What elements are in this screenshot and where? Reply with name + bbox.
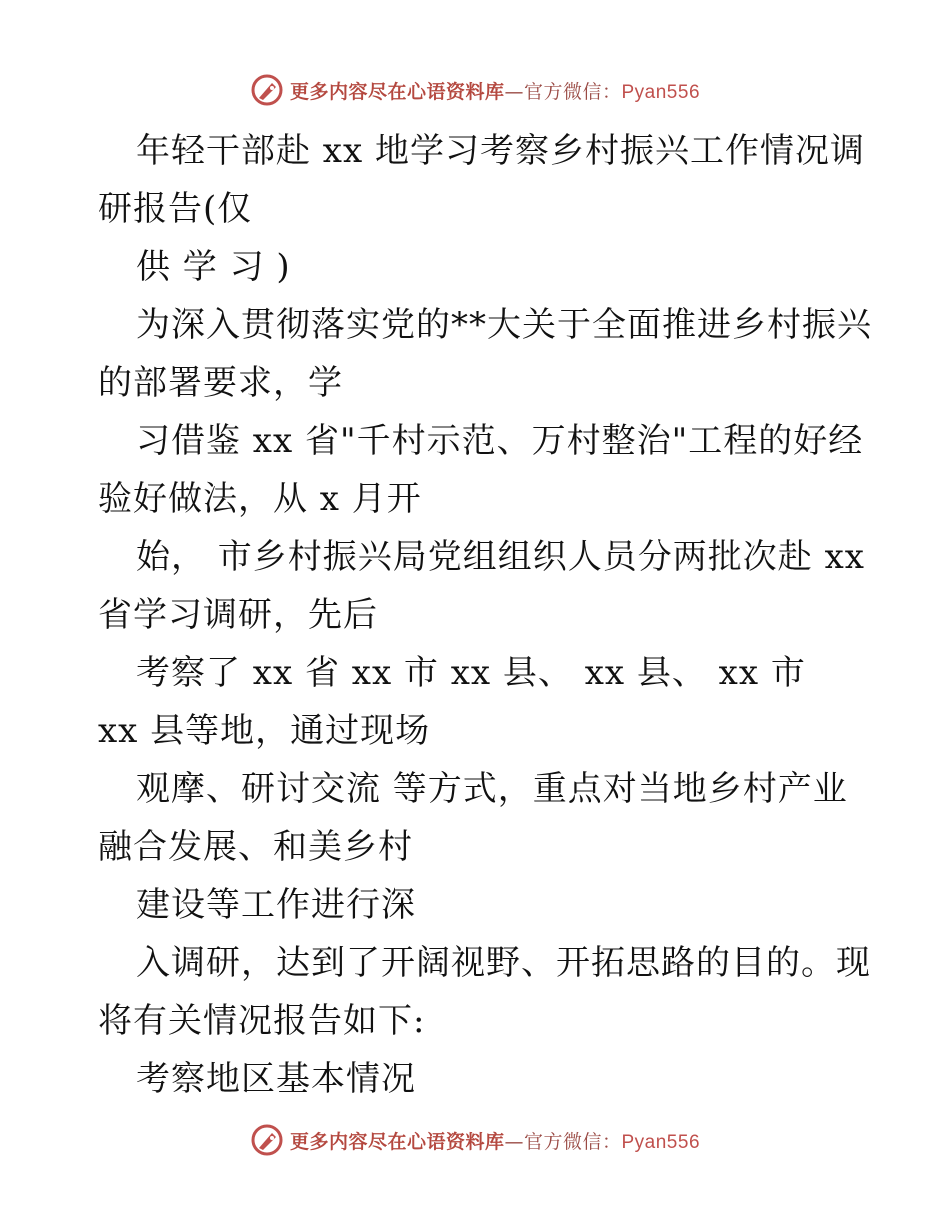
header-watermark-id: Pyan556 [621,81,701,103]
doc-line-3: 供 学 习 ) [136,247,291,287]
doc-line-14: 建设等工作进行深 [136,885,416,925]
doc-line-12: 观摩、研讨交流 等方式，重点对当地乡村产业 [136,769,848,809]
header-watermark-sub: 官方微信： [523,80,622,103]
doc-line-17: 考察地区基本情况 [136,1059,416,1099]
doc-line-2: 研报告(仅 [98,189,253,229]
header-watermark-dash: — [504,80,524,103]
header-watermark-text [290,77,700,104]
footer-watermark-main: 更多内容尽在心语资料库 [289,1130,505,1153]
document-body [98,122,872,1108]
doc-line-4: 为深入贯彻落实党的**大关于全面推进乡村振兴 [136,305,872,345]
footer-watermark [0,1120,950,1160]
pen-nib-logo-icon [250,1123,284,1157]
doc-line-8: 始， 市乡村振兴局党组组织人员分两批次赴 xx [136,537,865,577]
header-watermark [0,70,950,110]
doc-line-13: 融合发展、和美乡村 [98,827,413,867]
doc-line-9: 省学习调研，先后 [98,595,378,635]
doc-line-15: 入调研，达到了开阔视野、开拓思路的目的。现 [136,943,871,983]
doc-line-6: 习借鉴 xx 省"千村示范、万村整治"工程的好经 [136,421,864,461]
footer-watermark-sub: 官方微信： [523,1130,622,1153]
footer-watermark-id: Pyan556 [621,1131,701,1153]
doc-line-10: 考察了 xx 省 xx 市 xx 县、 xx 县、 xx 市 [136,653,806,693]
pen-nib-logo-icon [250,73,284,107]
doc-line-1: 年轻干部赴 xx 地学习考察乡村振兴工作情况调 [136,131,865,171]
doc-line-7: 验好做法，从 x 月开 [98,479,422,519]
footer-watermark-dash: — [504,1130,524,1153]
doc-line-16: 将有关情况报告如下: [98,1001,426,1041]
header-watermark-main: 更多内容尽在心语资料库 [289,80,505,103]
footer-watermark-text [290,1127,700,1154]
doc-line-5: 的部署要求，学 [98,363,343,403]
doc-line-11: xx 县等地，通过现场 [98,711,431,751]
